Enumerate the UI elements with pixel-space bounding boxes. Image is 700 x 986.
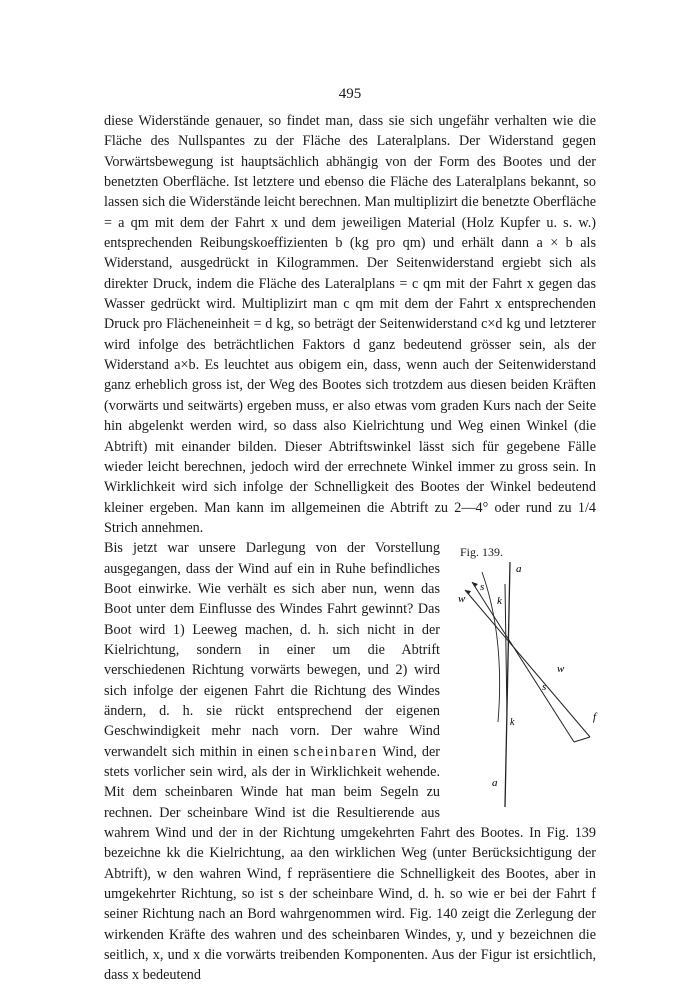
paragraph-1: diese Widerstände genauer, so findet man, dass sie sich ungefähr verhalten wie die Fläche des Nullspantes zu der Fläche des Lateralplans. Der Widerstand gegen Vorwärtsbewegung ist hauptsächlich abhängig von der Form des Bootes und der benetzten Oberfläche. Ist letztere und ebenso die Fläche des Lateralplans bekannt, so lassen sich die Widerstände leicht berechnen. Man multiplizirt die benetzte Oberfläche = a qm mit dem der Fahrt x und dem jeweiligen Material (Holz Kupfer u. s. w.) entsprechenden Reibungskoeffizienten b (kg pro qm) und erhält dann a × b als Widerstand, ausgedrückt in Kilogrammen. Der Seitenwiderstand ergiebt sich als direkter Druck, indem die Fläche des Lateralplans = c qm mit der Fahrt x gegen das Wasser gedrückt wird. Multiplizirt man c qm mit dem der Fahrt x entsprechenden Druck pro Flächeneinheit = d kg, so beträgt der Seitenwiderstand c×d kg und letzterer wird infolge des beträchtlichen Faktors d ganz bedeutend grösser sein, als der Widerstand a×b. Es leuchtet aus obigem ein, dass, wenn auch der Seitenwiderstand ganz erheblich gross ist, der Weg des Bootes sich trotzdem aus diesen beiden Kräften (vorwärts und seitwärts) ergeben muss, er also etwas vom graden Kurs nach der Seite hin abgelenkt werden wird, so dass also Kielrichtung und Weg einen Winkel (die Abtrift) mit einander bilden. Dieser Abtriftswinkel lässt sich für gegebene Fälle wieder leicht berechnen, jedoch wird der errechnete Winkel immer zu gross sein. In Wirklichkeit wird sich infolge der Schnelligkeit des Bootes der Winkel bedeutend kleiner ergeben. Man kann im allgemeinen die Abtrift zu 2—4° oder rund zu 1/4 Strich annehmen. xyxy=(104,113,596,536)
label-s-top: s xyxy=(480,581,485,594)
label-s-bottom: s xyxy=(542,681,547,694)
body-text xyxy=(104,111,596,986)
label-a-top: a xyxy=(516,563,522,576)
label-w-bottom: w xyxy=(557,663,565,676)
label-k-top: k xyxy=(497,595,502,608)
label-a-bottom: a xyxy=(492,777,498,790)
figure-139 xyxy=(450,542,600,812)
label-f: f xyxy=(593,711,597,724)
figure-139-diagram xyxy=(450,542,600,812)
label-w-top: w xyxy=(458,593,466,606)
emphasis-scheinbaren: scheinbaren xyxy=(293,743,378,760)
paragraph-2-end: Wind, der stets vorlicher sein wird, als der in Wirklichkeit wehende. Mit dem scheinbaren Winde hat man beim Segeln zu rechnen. Der scheinbare Wind ist die Resultierende aus wahrem Wind und der in der Richtung umgekehrten Fahrt des Bootes. In Fig. 139 bezeichne kk die Kielrichtung, aa den wirklichen Weg (unter Berücksichtigung der Abtrift), w den wahren Wind, f repräsentiere die Schnelligkeit des Bootes, aber in umgekehrter Richtung, so ist s der scheinbare Wind, d. h. so wie er bei der Fahrt f seiner Richtung nach an Bord wahrgenommen wird. Fig. 140 zeigt die Zerlegung der wirkenden Kräfte des wahren und des scheinbaren Windes, y, und y bezeichnen die seitlich, x, und x die vorwärts treibenden Komponenten. Aus der Figur ist ersichtlich, dass x bedeutend xyxy=(104,743,596,984)
paragraph-2-start: Bis jetzt war unsere Darlegung von der Vorstellung ausgegangen, dass der Wind auf ein in Ruhe befindliches Boot einwirke. Wie verhält es sich aber nun, wenn das Boot unter dem Einflusse des Windes Fahrt gewinnt? Das Boot wird 1) Leeweg machen, d. h. sich nicht in der Kielrichtung, sondern in einer um die Abtrift verschiedenen Richtung vorwärts bewegen, und 2) wird sich infolge der eigenen Fahrt die Richtung des Windes ändern, d. h. sie rückt entsprechend der eigenen Geschwindigkeit mehr nach vorn. Der wahre Wind verwandelt sich mithin in einen xyxy=(104,540,440,760)
label-k-bottom: k xyxy=(510,717,515,729)
figure-caption: Fig. 139. xyxy=(460,545,504,560)
page-number: 495 xyxy=(338,86,362,102)
